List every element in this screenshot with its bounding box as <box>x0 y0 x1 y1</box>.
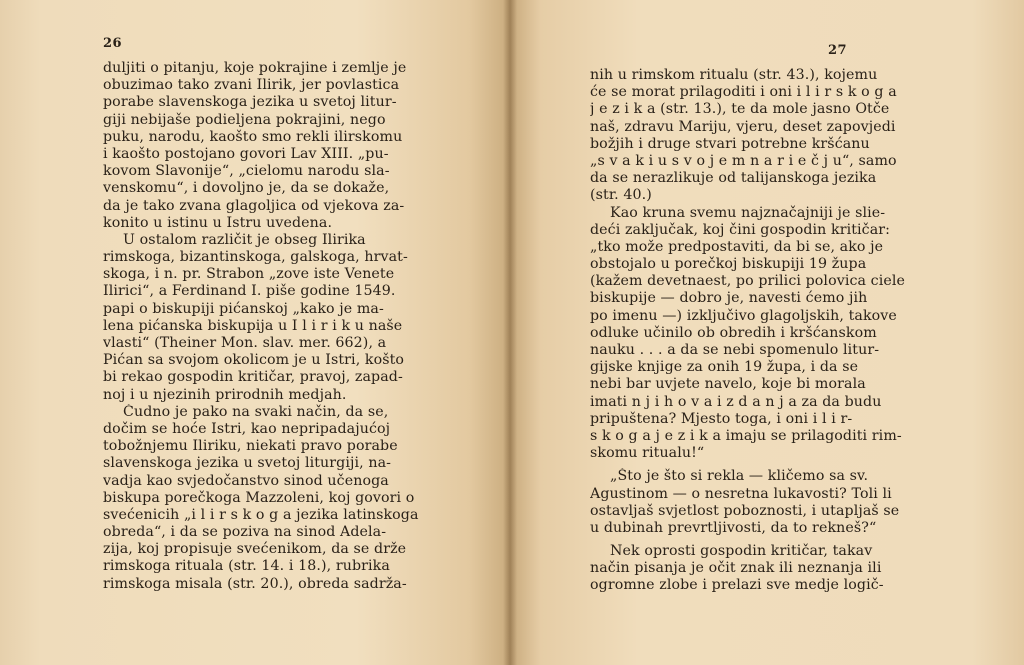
text-line: „Što je što si rekla — kličemo sa sv. <box>610 468 869 485</box>
text-line: u dubinah prevrtljivosti, da to rekneš?“ <box>590 519 877 536</box>
page-number-right: 27 <box>828 43 848 58</box>
text-line: Pićan sa svojom okolicom je u Istri, košto <box>103 352 405 369</box>
text-line: skomu ritualu!“ <box>590 445 705 462</box>
text-line: tobožnjemu Iliriku, niekati pravo porabe <box>103 438 398 455</box>
text-line: da je tako zvana glagoljica od vjekova za- <box>103 197 405 214</box>
text-line: obreda“, i da se poziva na sinod Adela- <box>103 524 387 541</box>
text-line: vlasti“ (Theiner Mon. slav. mer. 662), a <box>103 335 387 351</box>
text-line: rimskoga rituala (str. 14. i 18.), rubrika <box>103 558 390 575</box>
text-line: slavenskoga jezika u svetoj liturgiji, na- <box>103 455 392 472</box>
right-page <box>510 0 1024 665</box>
text-line: će se morat prilagoditi i oni i l i r s k o g a <box>590 84 897 101</box>
left-page <box>0 0 510 665</box>
text-line: duljiti o pitanju, koje pokrajine i zemlje je <box>103 60 407 76</box>
right-page-text <box>590 67 930 595</box>
text-line: naš, zdravu Mariju, vjeru, deset zapovjedi <box>590 118 896 135</box>
text-line: Čudno je pako na svaki način, da se, <box>123 403 389 420</box>
text-line: deći zaključak, koj čini gospodin kritičar: <box>590 221 891 238</box>
text-line: rimskoga misala (str. 20.), obreda sadrža- <box>103 575 407 592</box>
text-line: biskupa porečkoga Mazzoleni, koj govori o <box>103 489 415 506</box>
text-line: ostavljaš svjetlost poboznosti, i utapljaš se <box>590 502 900 519</box>
text-line: obuzimao tako zvani Ilirik, jer povlastica <box>103 77 400 94</box>
text-line: Agustinom — o nesretna lukavosti? Toli li <box>590 485 892 502</box>
text-line: lena pićanska biskupija u I l i r i k u naše <box>103 317 403 334</box>
text-line: giji nebijaše podieljena pokrajini, nego <box>103 111 386 128</box>
text-line: gijske knjige za onih 19 župa, i da se <box>590 359 859 376</box>
text-line: da se nerazlikuje od talijanskoga jezika <box>590 170 877 187</box>
text-line: kovom Slavonije“, „cielomu narodu sla- <box>103 163 390 180</box>
text-line: svećenicih „i l i r s k o g a jezika latinskoga <box>103 506 419 523</box>
text-line: s k o g a j e z i k a imaju se prilagoditi rim- <box>590 427 902 444</box>
text-line: nebi bar uvjete navelo, koje bi morala <box>590 376 866 393</box>
text-line: dočim se hoće Istri, kao nepripadajućoj <box>103 420 391 437</box>
left-page-text <box>103 60 443 593</box>
text-line: Ilirici“, a Ferdinand I. piše godine 1549. <box>103 283 396 300</box>
text-line: obstojalo u porečkoj biskupiji 19 župa <box>590 256 867 273</box>
text-line: „s v a k i u s v o j e m n a r i e č j u“, samo <box>590 152 897 169</box>
book-gutter <box>503 0 517 665</box>
text-line: Nek oprosti gospodin kritičar, takav <box>610 543 873 560</box>
text-line: noj i u njezinih prirodnih medjah. <box>103 386 347 403</box>
text-line: skoga, i n. pr. Strabon „zove iste Venete <box>103 266 395 283</box>
text-line: i kaošto postojano govori Lav XIII. „pu- <box>103 145 389 162</box>
text-line: rimskoga, bizantinskoga, galskoga, hrvat- <box>103 249 408 266</box>
text-line: zija, koj propisuje svećenikom, da se drže <box>103 541 407 558</box>
text-line: ogromne zlobe i prelazi sve medje logič- <box>590 577 884 594</box>
text-line: (kažem devetnaest, po prilici polovica ciele <box>590 273 905 290</box>
text-line: papi o biskupiji pićanskoj „kako je ma- <box>103 300 384 317</box>
text-line: božjih i druge stvari potrebne kršćanu <box>590 135 870 152</box>
text-line: bi rekao gospodin kritičar, pravoj, zapad- <box>103 369 403 386</box>
text-line: (str. 40.) <box>590 187 652 204</box>
text-line: način pisanja je očit znak ili neznanja ili <box>590 560 882 577</box>
text-line: vadja kao svjedočanstvo sinod učenoga <box>103 472 389 489</box>
text-line: j e z i k a (str. 13.), te da mole jasno Otče <box>590 101 890 118</box>
text-line: po imenu —) izključivo glagoljskih, takove <box>590 307 897 324</box>
text-line: venskomu“, i dovoljno je, da se dokaže, <box>103 180 390 197</box>
page-number-left: 26 <box>103 36 123 51</box>
text-line: biskupije — dobro je, navesti ćemo jih <box>590 290 868 307</box>
text-line: nauku . . . a da se nebi spomenulo litur- <box>590 342 880 358</box>
text-line: U ostalom različit je obseg Ilirika <box>123 231 366 248</box>
text-line: pripuštena? Mjesto toga, i oni i l i r- <box>590 410 853 427</box>
text-line: odluke učinilo ob obredih i kršćanskom <box>590 324 877 341</box>
text-line: Kao kruna svemu najznačajniji je slie- <box>610 204 886 221</box>
text-line: porabe slavenskoga jezika u svetoj litur- <box>103 94 397 111</box>
text-line: nih u rimskom ritualu (str. 43.), kojemu <box>590 67 878 83</box>
text-line: „tko može predpostaviti, da bi se, ako je <box>590 238 884 255</box>
text-line: imati n j i h o v a i z d a n j a za da budu <box>590 393 882 410</box>
text-line: konito u istinu u Istru uvedena. <box>103 214 333 231</box>
text-line: puku, narodu, kaošto smo rekli ilirskomu <box>103 128 403 145</box>
